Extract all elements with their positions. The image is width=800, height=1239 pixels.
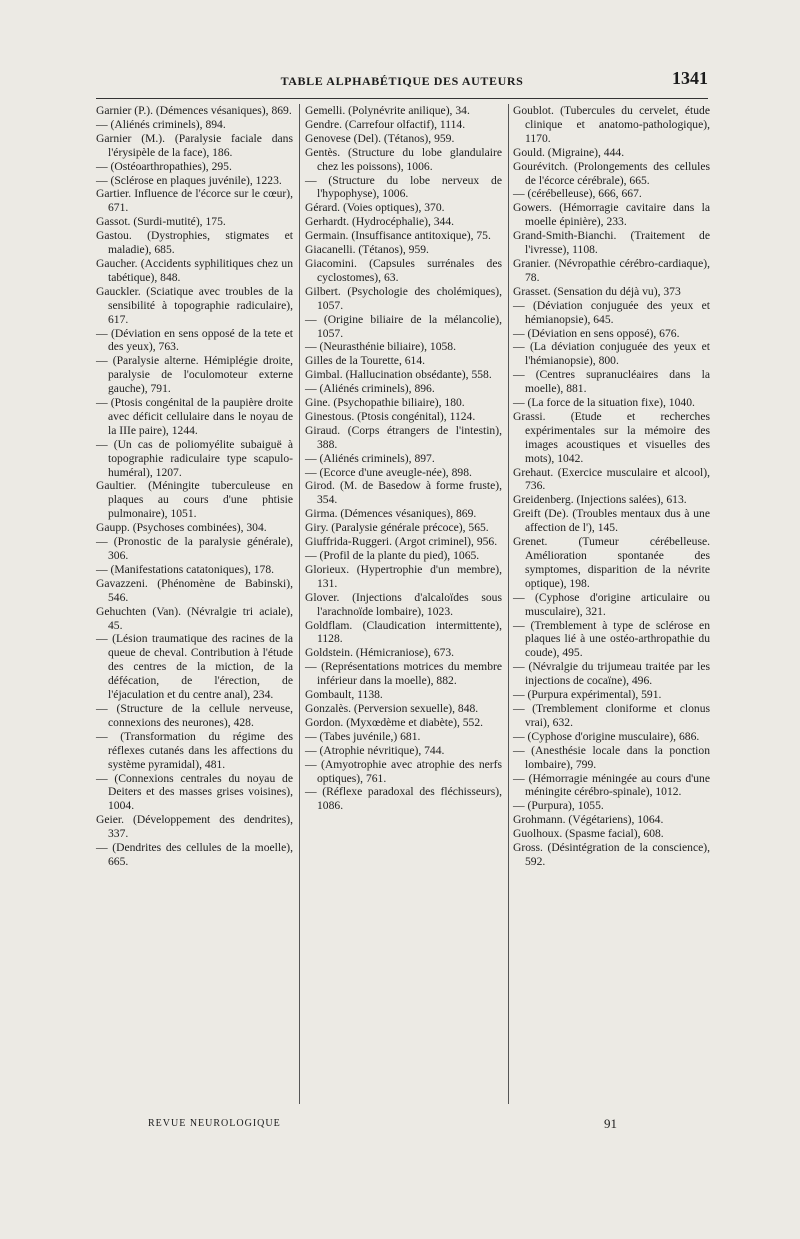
index-entry: Gourévitch. (Prolongements des cellules de l'écorce cérébrale), 665. xyxy=(513,159,710,187)
index-entry: — (Réflexe paradoxal des fléchisseurs), 1086. xyxy=(305,785,502,813)
index-entry: Glorieux. (Hypertrophie d'un membre), 131. xyxy=(305,562,502,590)
index-entry: — (Sclérose en plaques juvénile), 1223. xyxy=(96,173,282,187)
index-entry: Gould. (Migraine), 444. xyxy=(513,145,625,159)
index-entry: — (Hémorragie méningée au cours d'une méningite cérébro-spinale), 1012. xyxy=(513,771,710,799)
index-entry: Greidenberg. (Injections salées), 613. xyxy=(513,493,687,507)
index-entry: Goublot. (Tubercules du cervelet, étude clinique et anatomo-pathologique), 1170. xyxy=(513,104,710,145)
index-entry: — (Neurasthénie biliaire), 1058. xyxy=(305,340,456,354)
index-entry: — (Aliénés criminels), 894. xyxy=(96,117,226,131)
index-entry: Gowers. (Hémorragie cavitaire dans la moelle épinière), 233. xyxy=(513,201,710,229)
index-entry: — (Structure de la cellule nerveuse, connexions des neurones), 428. xyxy=(96,701,293,729)
index-entry: Glover. (Injections d'alcaloïdes sous l'arachnoïde lombaire), 1023. xyxy=(305,590,502,618)
index-entry: — (Profil de la plante du pied), 1065. xyxy=(305,549,480,562)
index-entry: Grehaut. (Exercice musculaire et alcool), 736. xyxy=(513,465,710,493)
index-entry: Gine. (Psychopathie biliaire), 180. xyxy=(305,396,465,410)
index-entry: — (Purpura expérimental), 591. xyxy=(513,688,662,702)
page-number: 1341 xyxy=(672,68,708,88)
index-entry: Granier. (Névropathie cérébro-cardiaque), 78. xyxy=(513,256,710,284)
index-entry: Gartier. Influence de l'écorce sur le cœur), 671. xyxy=(96,187,293,215)
index-entry: — (Amyotrophie avec atrophie des nerfs optiques), 761. xyxy=(305,757,502,785)
index-entry: — (Cyphose d'origine articulaire ou musculaire), 321. xyxy=(513,590,710,618)
index-entry: Gassot. (Surdi-mutité), 175. xyxy=(96,215,226,229)
index-entry: — (Déviation en sens opposé de la tete et des yeux), 763. xyxy=(96,326,293,354)
index-entry: Gross. (Désintégration de la conscience), 592. xyxy=(513,841,710,868)
index-entry: Guolhoux. (Spasme facial), 608. xyxy=(513,827,664,841)
index-entry: Germain. (Insuffisance antitoxique), 75. xyxy=(305,229,491,243)
index-entry: Gimbal. (Hallucination obsédante), 558. xyxy=(305,368,492,382)
index-entry: — (Aliénés criminels), 896. xyxy=(305,382,435,396)
index-entry: Giacomini. (Capsules surrénales des cyclostomes), 63. xyxy=(305,256,502,284)
index-entry: — (Ecorce d'une aveugle-née), 898. xyxy=(305,465,472,479)
index-entry: Goldstein. (Hémicraniose), 673. xyxy=(305,646,455,660)
index-entry: Grenet. (Tumeur cérébelleuse. Amélioration spontanée des symptomes, disparition de la névrite optique), 198. xyxy=(513,535,710,590)
index-entry: — (La déviation conjuguée des yeux et l'hémianopsie), 800. xyxy=(513,340,710,368)
index-entry: — (Structure du lobe nerveux de l'hypophyse), 1006. xyxy=(305,173,502,201)
index-entry: — (Déviation conjuguée des yeux et hémianopsie), 645. xyxy=(513,298,710,326)
index-entry: Gombault, 1138. xyxy=(305,688,383,702)
index-entry: — (Tabes juvénile,) 681. xyxy=(305,729,421,743)
index-entry: — (Dendrites des cellules de la moelle), 665. xyxy=(96,841,293,868)
index-entry: — (Ostéoarthropathies), 295. xyxy=(96,159,232,173)
index-entry: Greift (De). (Troubles mentaux dus à une affection de l'), 145. xyxy=(513,507,710,535)
index-entry: Garnier (M.). (Paralysie faciale dans l'érysipèle de la face), 186. xyxy=(96,131,293,159)
index-entry: — (Connexions centrales du noyau de Deiters et des masses grises voisines), 1004. xyxy=(96,771,293,813)
index-entry: Geier. (Développement des dendrites), 337. xyxy=(96,813,293,841)
index-entry: Gilbert. (Psychologie des cholémiques), 1057. xyxy=(305,284,502,312)
index-entry: Giry. (Paralysie générale précoce), 565. xyxy=(305,521,489,535)
index-entry: Grand-Smith-Bianchi. (Traitement de l'ivresse), 1108. xyxy=(513,229,710,257)
index-entry: Gaucher. (Accidents syphilitiques chez un tabétique), 848. xyxy=(96,256,293,284)
index-entry: — (Anesthésie locale dans la ponction lombaire), 799. xyxy=(513,743,710,771)
index-entry: Giraud. (Corps étrangers de l'intestin), 388. xyxy=(305,423,502,451)
index-entry: Gérard. (Voies optiques), 370. xyxy=(305,201,445,215)
index-entry: Gemelli. (Polynévrite anilique), 34. xyxy=(305,104,470,117)
page-header xyxy=(96,68,708,94)
index-column-2 xyxy=(305,104,502,813)
index-entry: — (Lésion traumatique des racines de la queue de cheval. Contribution à l'étude des centres de la miction, de la défécation, de l'érection, de l'éjaculation et du centre anal), 234. xyxy=(96,632,293,702)
column-divider xyxy=(299,104,300,1104)
index-entry: Goldflam. (Claudication intermittente), 1128. xyxy=(305,618,502,646)
index-entry: — (Tremblement à type de sclérose en plaques lié à une ostéo-arthropathie du coude), 495. xyxy=(513,618,710,660)
index-entry: — (Manifestations catatoniques), 178. xyxy=(96,562,275,576)
index-entry: — (Névralgie du trijumeau traitée par les injections de cocaïne), 496. xyxy=(513,660,710,688)
index-entry: — (Cyphose d'origine musculaire), 686. xyxy=(513,729,700,743)
index-entry: Grohmann. (Végétariens), 1064. xyxy=(513,813,664,827)
index-column-3 xyxy=(513,104,710,869)
index-entry: Gerhardt. (Hydrocéphalie), 344. xyxy=(305,215,455,229)
index-entry: Gordon. (Myxœdème et diabète), 552. xyxy=(305,715,484,729)
index-entry: — (Représentations motrices du membre inférieur dans la moelle), 882. xyxy=(305,660,502,688)
folio-number: 91 xyxy=(604,1116,617,1131)
index-entry: Genovese (Del). (Tétanos), 959. xyxy=(305,131,455,145)
index-entry: Gonzalès. (Perversion sexuelle), 848. xyxy=(305,701,479,715)
journal-name: REVUE NEUROLOGIQUE xyxy=(148,1118,281,1129)
index-entry: Gavazzeni. (Phénomène de Babinski), 546. xyxy=(96,576,293,604)
index-entry: — (Paralysie alterne. Hémiplégie droite, paralysie de l'oculomoteur externe gauche), 791. xyxy=(96,354,293,396)
index-entry: — (Aliénés criminels), 897. xyxy=(305,451,435,465)
column-divider xyxy=(508,104,509,1104)
index-entry: — (Origine biliaire de la mélancolie), 1057. xyxy=(305,312,502,340)
index-entry: — (Déviation en sens opposé), 676. xyxy=(513,326,680,340)
index-column-1 xyxy=(96,104,293,869)
index-entry: — (Atrophie névritique), 744. xyxy=(305,743,445,757)
index-entry: Gaupp. (Psychoses combinées), 304. xyxy=(96,521,267,535)
index-entry: Grasset. (Sensation du déjà vu), 373 xyxy=(513,284,681,298)
index-entry: — (Pronostic de la paralysie générale), 306. xyxy=(96,535,293,562)
index-entry: Gastou. (Dystrophies, stigmates et maladie), 685. xyxy=(96,229,293,257)
index-entry: Ginestous. (Ptosis congénital), 1124. xyxy=(305,409,476,423)
running-title: TABLE ALPHABÉTIQUE DES AUTEURS xyxy=(280,74,524,88)
index-entry: Gilles de la Tourette, 614. xyxy=(305,354,426,368)
index-entry: — (Purpura), 1055. xyxy=(513,799,604,813)
index-entry: Grassi. (Etude et recherches expérimentales sur la mémoire des images acoustiques et visuelles des mots), 1042. xyxy=(513,409,710,465)
index-entry: Girma. (Démences vésaniques), 869. xyxy=(305,507,477,521)
index-entry: — (Un cas de poliomyélite subaiguë à topographie radiculaire type scapulo-huméral), 1207. xyxy=(96,437,293,479)
index-entry: Girod. (M. de Basedow à forme fruste), 354. xyxy=(305,479,502,507)
index-entry: — (La force de la situation fixe), 1040. xyxy=(513,396,695,410)
header-rule xyxy=(96,98,708,99)
index-entry: Gauckler. (Sciatique avec troubles de la sensibilité à topographie radiculaire), 617. xyxy=(96,284,293,326)
index-entry: Gentès. (Structure du lobe glandulaire chez les poissons), 1006. xyxy=(305,145,502,173)
index-entry: — (Ptosis congénital de la paupière droite avec déficit cellulaire dans le noyau de la IIIe paire), 1244. xyxy=(96,396,293,437)
index-entry: — (Tremblement cloniforme et clonus vrai), 632. xyxy=(513,701,710,729)
index-entry: Garnier (P.). (Démences vésaniques), 869. xyxy=(96,104,292,117)
index-entry: — (Centres supranucléaires dans la moelle), 881. xyxy=(513,368,710,396)
index-entry: Gendre. (Carrefour olfactif), 1114. xyxy=(305,117,466,131)
index-entry: Giuffrida-Ruggeri. (Argot criminel), 956. xyxy=(305,535,498,549)
index-entry: — (cérébelleuse), 666, 667. xyxy=(513,187,642,201)
index-entry: Giacanelli. (Tétanos), 959. xyxy=(305,243,429,257)
index-entry: Gaultier. (Méningite tuberculeuse en plaques au cours d'une phtisie pulmonaire), 1051. xyxy=(96,479,293,521)
index-entry: — (Transformation du régime des réflexes cutanés dans les affections du système pyramidal), 481. xyxy=(96,729,293,771)
index-entry: Gehuchten (Van). (Névralgie tri aciale), 45. xyxy=(96,604,293,632)
